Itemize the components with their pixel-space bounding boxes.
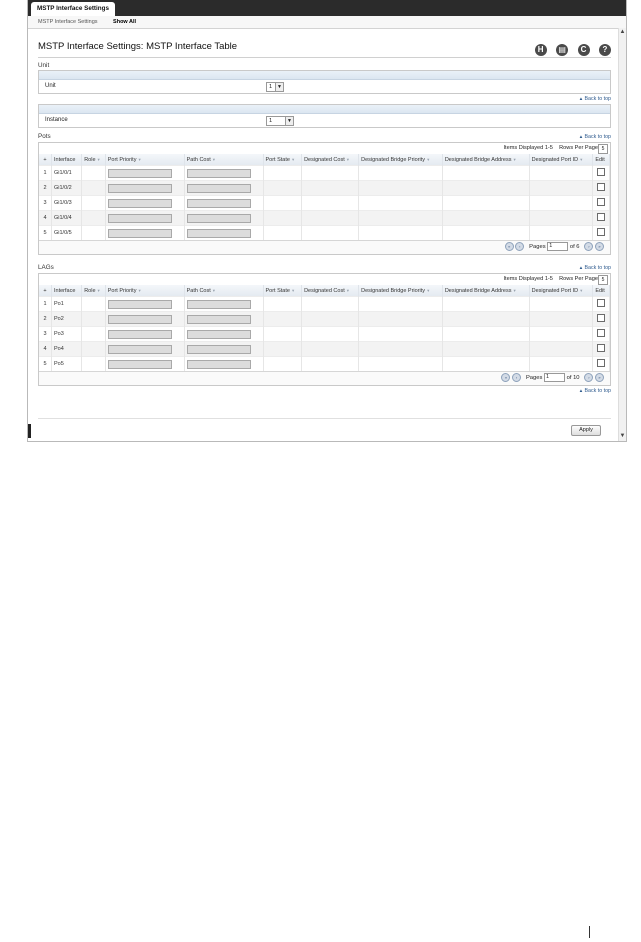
ports-items-row bbox=[39, 143, 610, 154]
col-role[interactable]: Role ▾ bbox=[82, 154, 106, 166]
row-designated-cost bbox=[302, 342, 359, 357]
col-designated-port-id[interactable]: Designated Port ID ▾ bbox=[529, 154, 593, 166]
first-page-icon[interactable]: « bbox=[505, 242, 514, 251]
ports-table-header bbox=[39, 154, 610, 166]
pages-label: Pages bbox=[529, 244, 546, 250]
row-designated-bridge-address bbox=[442, 357, 529, 372]
port-priority-field[interactable] bbox=[108, 330, 172, 339]
row-number: 2 bbox=[39, 181, 52, 196]
subnav-mstp-interface-settings[interactable]: MSTP Interface Settings bbox=[38, 19, 98, 25]
row-designated-bridge-address bbox=[442, 327, 529, 342]
row-path-cost bbox=[184, 196, 263, 211]
path-cost-field[interactable] bbox=[187, 360, 251, 369]
port-priority-field[interactable] bbox=[108, 229, 172, 238]
ports-rows-per-page-select[interactable]: 5 bbox=[598, 144, 608, 154]
row-number: 2 bbox=[39, 312, 52, 327]
row-designated-port-id bbox=[529, 342, 593, 357]
row-designated-port-id bbox=[529, 357, 593, 372]
row-designated-port-id bbox=[529, 196, 593, 211]
port-priority-field[interactable] bbox=[108, 184, 172, 193]
row-designated-bridge-address bbox=[442, 181, 529, 196]
row-designated-cost bbox=[302, 327, 359, 342]
row-designated-bridge-priority bbox=[359, 196, 443, 211]
row-port-priority bbox=[105, 211, 184, 226]
lags-items-displayed: Items Displayed 1-5 Rows Per Page bbox=[503, 276, 598, 282]
path-cost-field[interactable] bbox=[187, 184, 251, 193]
table-row[interactable] bbox=[39, 196, 610, 211]
row-port-state bbox=[263, 342, 302, 357]
triangle-up-icon: ▲ bbox=[578, 96, 585, 101]
row-interface: Po2 bbox=[52, 312, 82, 327]
edit-checkbox[interactable] bbox=[597, 213, 605, 221]
row-port-priority bbox=[105, 226, 184, 241]
col-designated-bridge-priority[interactable]: Designated Bridge Priority ▾ bbox=[359, 285, 443, 297]
row-interface: Gi1/0/2 bbox=[52, 181, 82, 196]
main-content bbox=[38, 38, 611, 396]
help-icon[interactable]: ? bbox=[599, 44, 611, 56]
instance-header-bar bbox=[39, 105, 610, 114]
col-designated-cost[interactable]: Designated Cost ▾ bbox=[302, 154, 359, 166]
table-row[interactable] bbox=[39, 211, 610, 226]
col-path-cost[interactable]: Path Cost ▾ bbox=[184, 285, 263, 297]
select-all-header[interactable]: + bbox=[39, 154, 52, 166]
row-designated-bridge-address bbox=[442, 211, 529, 226]
table-row[interactable] bbox=[39, 342, 610, 357]
row-designated-bridge-priority bbox=[359, 357, 443, 372]
row-path-cost bbox=[184, 181, 263, 196]
triangle-up-icon: ▲ bbox=[578, 388, 585, 393]
row-designated-cost bbox=[302, 297, 359, 312]
edit-checkbox[interactable] bbox=[597, 168, 605, 176]
unit-box bbox=[38, 70, 611, 94]
back-to-top-link[interactable] bbox=[579, 263, 611, 273]
row-path-cost bbox=[184, 342, 263, 357]
row-edit bbox=[593, 181, 610, 196]
last-page-icon[interactable]: » bbox=[595, 373, 604, 382]
table-row[interactable] bbox=[39, 312, 610, 327]
edge-marker bbox=[28, 424, 31, 438]
ports-heading-row bbox=[38, 132, 611, 142]
row-path-cost bbox=[184, 166, 263, 181]
row-edit bbox=[593, 327, 610, 342]
refresh-icon[interactable]: C bbox=[578, 44, 590, 56]
next-page-icon[interactable]: › bbox=[584, 242, 593, 251]
tab-bar bbox=[28, 0, 626, 16]
path-cost-field[interactable] bbox=[187, 345, 251, 354]
lags-pager bbox=[39, 371, 610, 385]
row-role bbox=[82, 211, 106, 226]
row-number: 1 bbox=[39, 166, 52, 181]
col-designated-port-id[interactable]: Designated Port ID ▾ bbox=[529, 285, 593, 297]
row-designated-port-id bbox=[529, 211, 593, 226]
chevron-down-icon: ▼ bbox=[275, 83, 283, 91]
row-role bbox=[82, 327, 106, 342]
triangle-up-icon: ▲ bbox=[578, 265, 585, 270]
apply-bar bbox=[38, 418, 611, 439]
row-role bbox=[82, 166, 106, 181]
row-edit bbox=[593, 297, 610, 312]
row-edit bbox=[593, 226, 610, 241]
row-port-priority bbox=[105, 357, 184, 372]
page-header bbox=[38, 38, 611, 58]
row-port-state bbox=[263, 297, 302, 312]
row-port-priority bbox=[105, 342, 184, 357]
unit-row bbox=[39, 80, 610, 93]
row-port-state bbox=[263, 181, 302, 196]
col-role[interactable]: Role ▾ bbox=[82, 285, 106, 297]
chevron-down-icon: ▼ bbox=[285, 117, 293, 125]
instance-label: Instance bbox=[45, 117, 68, 123]
col-designated-bridge-priority[interactable]: Designated Bridge Priority ▾ bbox=[359, 154, 443, 166]
col-interface[interactable]: Interface bbox=[52, 285, 82, 297]
first-page-icon[interactable]: « bbox=[501, 373, 510, 382]
port-priority-field[interactable] bbox=[108, 360, 172, 369]
row-port-priority bbox=[105, 181, 184, 196]
page-input[interactable]: 1 bbox=[544, 373, 565, 382]
row-port-priority bbox=[105, 312, 184, 327]
row-interface: Po1 bbox=[52, 297, 82, 312]
page-footer-rule bbox=[589, 926, 590, 938]
row-number: 4 bbox=[39, 342, 52, 357]
sub-navigation bbox=[28, 16, 626, 29]
row-edit bbox=[593, 357, 610, 372]
lags-table bbox=[39, 285, 610, 371]
save-icon[interactable]: H bbox=[535, 44, 547, 56]
row-designated-cost bbox=[302, 166, 359, 181]
last-page-icon[interactable]: » bbox=[595, 242, 604, 251]
col-port-priority[interactable]: Port Priority ▾ bbox=[105, 285, 184, 297]
row-port-priority bbox=[105, 297, 184, 312]
row-designated-bridge-priority bbox=[359, 181, 443, 196]
ports-table bbox=[39, 154, 610, 240]
edit-checkbox[interactable] bbox=[597, 198, 605, 206]
row-designated-port-id bbox=[529, 312, 593, 327]
row-interface: Po3 bbox=[52, 327, 82, 342]
instance-row bbox=[39, 114, 610, 127]
row-designated-port-id bbox=[529, 297, 593, 312]
apply-button[interactable]: Apply bbox=[571, 425, 601, 436]
row-designated-bridge-priority bbox=[359, 342, 443, 357]
back-to-top-link[interactable] bbox=[38, 94, 611, 104]
row-path-cost bbox=[184, 226, 263, 241]
port-priority-field[interactable] bbox=[108, 199, 172, 208]
page-title: MSTP Interface Settings: MSTP Interface Table bbox=[38, 41, 238, 52]
row-port-state bbox=[263, 211, 302, 226]
row-interface: Po5 bbox=[52, 357, 82, 372]
table-row[interactable] bbox=[39, 226, 610, 241]
col-port-state[interactable]: Port State ▾ bbox=[263, 154, 302, 166]
row-path-cost bbox=[184, 327, 263, 342]
row-designated-bridge-address bbox=[442, 196, 529, 211]
lags-rows-per-page-select[interactable]: 5 bbox=[598, 275, 608, 285]
col-designated-bridge-address[interactable]: Designated Bridge Address ▾ bbox=[442, 154, 529, 166]
col-edit: Edit bbox=[593, 285, 610, 297]
back-to-top-text: Back to top bbox=[584, 388, 611, 394]
page-count: of 10 bbox=[566, 375, 580, 381]
path-cost-field[interactable] bbox=[187, 330, 251, 339]
page-input[interactable]: 1 bbox=[547, 242, 568, 251]
row-designated-bridge-priority bbox=[359, 312, 443, 327]
screenshot-frame bbox=[27, 0, 627, 442]
row-designated-port-id bbox=[529, 327, 593, 342]
back-to-top-text: Back to top bbox=[584, 134, 611, 140]
row-designated-cost bbox=[302, 226, 359, 241]
row-designated-port-id bbox=[529, 166, 593, 181]
row-role bbox=[82, 357, 106, 372]
col-designated-cost[interactable]: Designated Cost ▾ bbox=[302, 285, 359, 297]
page-count: of 6 bbox=[569, 244, 580, 250]
row-path-cost bbox=[184, 357, 263, 372]
back-to-top-link[interactable] bbox=[579, 132, 611, 142]
instance-select[interactable] bbox=[266, 116, 294, 126]
row-interface: Gi1/0/5 bbox=[52, 226, 82, 241]
edit-checkbox[interactable] bbox=[597, 329, 605, 337]
edit-checkbox[interactable] bbox=[597, 359, 605, 367]
row-designated-bridge-priority bbox=[359, 226, 443, 241]
path-cost-field[interactable] bbox=[187, 199, 251, 208]
back-to-top-text: Back to top bbox=[584, 96, 611, 102]
col-path-cost[interactable]: Path Cost ▾ bbox=[184, 154, 263, 166]
prev-page-icon[interactable]: ‹ bbox=[512, 373, 521, 382]
row-interface: Gi1/0/3 bbox=[52, 196, 82, 211]
row-number: 1 bbox=[39, 297, 52, 312]
table-row[interactable] bbox=[39, 357, 610, 372]
row-path-cost bbox=[184, 312, 263, 327]
row-number: 3 bbox=[39, 327, 52, 342]
row-role bbox=[82, 312, 106, 327]
table-row[interactable] bbox=[39, 327, 610, 342]
row-edit bbox=[593, 312, 610, 327]
row-edit bbox=[593, 342, 610, 357]
row-designated-bridge-priority bbox=[359, 166, 443, 181]
table-row[interactable] bbox=[39, 181, 610, 196]
row-role bbox=[82, 226, 106, 241]
path-cost-field[interactable] bbox=[187, 214, 251, 223]
scroll-down-icon[interactable]: ▼ bbox=[619, 433, 626, 439]
row-port-priority bbox=[105, 327, 184, 342]
row-role bbox=[82, 181, 106, 196]
back-to-top-link[interactable] bbox=[38, 386, 611, 396]
unit-select[interactable] bbox=[266, 82, 284, 92]
row-designated-bridge-address bbox=[442, 166, 529, 181]
row-port-state bbox=[263, 166, 302, 181]
col-designated-bridge-address[interactable]: Designated Bridge Address ▾ bbox=[442, 285, 529, 297]
row-path-cost bbox=[184, 211, 263, 226]
row-role bbox=[82, 196, 106, 211]
ports-pager bbox=[39, 240, 610, 254]
prev-page-icon[interactable]: ‹ bbox=[515, 242, 524, 251]
select-all-header[interactable]: + bbox=[39, 285, 52, 297]
row-port-priority bbox=[105, 166, 184, 181]
row-designated-cost bbox=[302, 211, 359, 226]
pages-label: Pages bbox=[525, 375, 543, 381]
row-port-state bbox=[263, 327, 302, 342]
tab-mstp-interface-settings[interactable]: MSTP Interface Settings bbox=[31, 2, 115, 16]
unit-select-value: 1 bbox=[269, 84, 273, 90]
path-cost-field[interactable] bbox=[187, 229, 251, 238]
row-interface: Po4 bbox=[52, 342, 82, 357]
print-icon[interactable]: ▤ bbox=[556, 44, 568, 56]
subnav-show-all[interactable]: Show All bbox=[113, 19, 137, 25]
triangle-up-icon: ▲ bbox=[578, 134, 585, 139]
row-designated-bridge-address bbox=[442, 226, 529, 241]
row-port-state bbox=[263, 312, 302, 327]
edit-checkbox[interactable] bbox=[597, 228, 605, 236]
toolbar bbox=[530, 39, 611, 57]
col-port-priority[interactable]: Port Priority ▾ bbox=[105, 154, 184, 166]
row-number: 5 bbox=[39, 357, 52, 372]
next-page-icon[interactable]: › bbox=[584, 373, 593, 382]
row-edit bbox=[593, 166, 610, 181]
row-edit bbox=[593, 211, 610, 226]
edit-checkbox[interactable] bbox=[597, 299, 605, 307]
port-priority-field[interactable] bbox=[108, 169, 172, 178]
row-interface: Gi1/0/4 bbox=[52, 211, 82, 226]
col-port-state[interactable]: Port State ▾ bbox=[263, 285, 302, 297]
instance-select-value: 1 bbox=[269, 118, 273, 124]
row-designated-bridge-address bbox=[442, 312, 529, 327]
edit-checkbox[interactable] bbox=[597, 183, 605, 191]
row-designated-cost bbox=[302, 357, 359, 372]
row-number: 4 bbox=[39, 211, 52, 226]
row-port-state bbox=[263, 357, 302, 372]
table-row[interactable] bbox=[39, 166, 610, 181]
ports-table-box bbox=[38, 142, 611, 255]
row-number: 5 bbox=[39, 226, 52, 241]
row-role bbox=[82, 342, 106, 357]
row-path-cost bbox=[184, 297, 263, 312]
unit-header-bar bbox=[39, 71, 610, 80]
instance-box bbox=[38, 104, 611, 128]
port-priority-field[interactable] bbox=[108, 214, 172, 223]
vertical-scrollbar[interactable] bbox=[618, 28, 626, 441]
row-designated-bridge-address bbox=[442, 297, 529, 312]
row-role bbox=[82, 297, 106, 312]
row-edit bbox=[593, 196, 610, 211]
ports-items-displayed: Items Displayed 1-5 Rows Per Page bbox=[503, 145, 598, 151]
path-cost-field[interactable] bbox=[187, 169, 251, 178]
port-priority-field[interactable] bbox=[108, 315, 172, 324]
row-port-priority bbox=[105, 196, 184, 211]
port-priority-field[interactable] bbox=[108, 300, 172, 309]
lags-table-header bbox=[39, 285, 610, 297]
lags-heading-row bbox=[38, 263, 611, 273]
row-designated-port-id bbox=[529, 181, 593, 196]
row-designated-bridge-address bbox=[442, 342, 529, 357]
scroll-up-icon[interactable]: ▲ bbox=[619, 29, 626, 35]
edit-checkbox[interactable] bbox=[597, 344, 605, 352]
col-edit: Edit bbox=[593, 154, 610, 166]
row-designated-cost bbox=[302, 196, 359, 211]
edit-checkbox[interactable] bbox=[597, 314, 605, 322]
port-priority-field[interactable] bbox=[108, 345, 172, 354]
lags-items-row bbox=[39, 274, 610, 285]
row-port-state bbox=[263, 196, 302, 211]
row-designated-bridge-priority bbox=[359, 211, 443, 226]
path-cost-field[interactable] bbox=[187, 315, 251, 324]
back-to-top-text: Back to top bbox=[584, 265, 611, 271]
row-number: 3 bbox=[39, 196, 52, 211]
unit-label: Unit bbox=[45, 83, 56, 89]
lags-table-box bbox=[38, 273, 611, 386]
title-divider bbox=[38, 57, 611, 58]
row-interface: Gi1/0/1 bbox=[52, 166, 82, 181]
lags-section-label: LAGs bbox=[38, 264, 54, 271]
row-designated-bridge-priority bbox=[359, 297, 443, 312]
row-port-state bbox=[263, 226, 302, 241]
col-interface[interactable]: Interface bbox=[52, 154, 82, 166]
unit-section-label: Unit bbox=[38, 62, 50, 69]
path-cost-field[interactable] bbox=[187, 300, 251, 309]
row-designated-bridge-priority bbox=[359, 327, 443, 342]
ports-section-label: Pots bbox=[38, 133, 51, 140]
row-designated-port-id bbox=[529, 226, 593, 241]
table-row[interactable] bbox=[39, 297, 610, 312]
row-designated-cost bbox=[302, 312, 359, 327]
row-designated-cost bbox=[302, 181, 359, 196]
